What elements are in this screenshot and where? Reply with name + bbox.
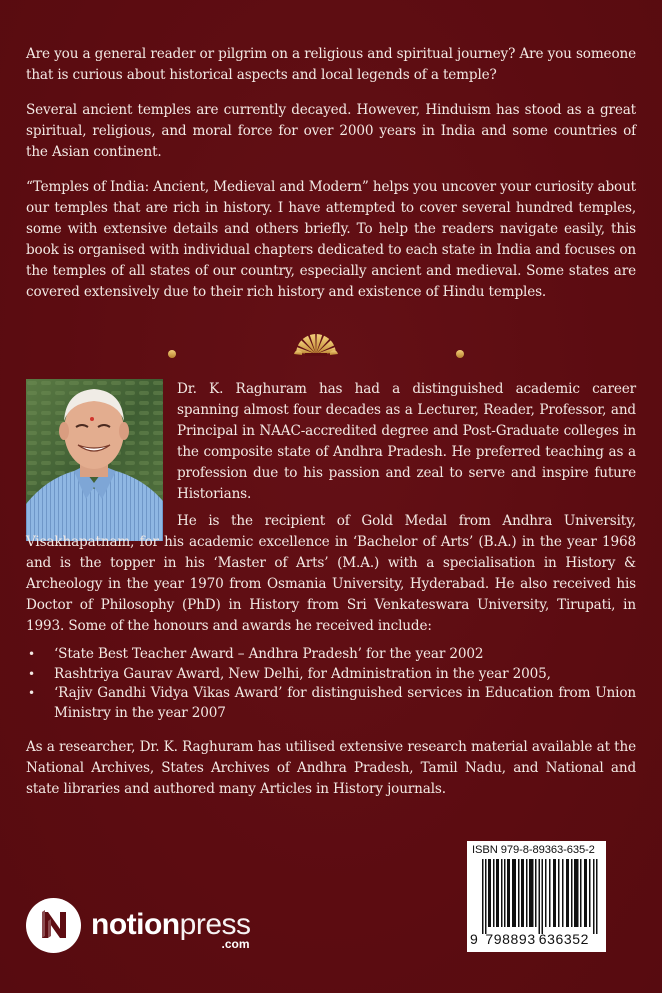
photo-indent-spacer <box>26 524 177 525</box>
isbn-barcode <box>467 841 606 952</box>
barcode-bars-icon <box>482 859 598 934</box>
bullet-icon: • <box>28 686 35 700</box>
publisher-wordmark <box>91 908 251 951</box>
author-bio-paragraph-2 <box>26 511 636 637</box>
author-bio-paragraph-2-text: He is the recipient of Gold Medal from Andhra University, Visakhapatnam, for his academic excellence in ‘Bachelor of Arts’ (B.A.) in the year 1968 and is the topper in his ‘Master of Arts’ (M.A.) with a specialisation in History & Archeology in the year 1970 from Osmania University, Hyderabad. He also received his Doctor of Philosophy (PhD) in History from Sri Venkateswara University, Tirupati, in 1993. Some of the honours and awards he received include: <box>26 513 636 634</box>
award-text: Rashtriya Gaurav Award, New Delhi, for Administration in the year 2005, <box>54 665 551 682</box>
author-bio-paragraph-1: Dr. K. Raghuram has had a distinguished academic career spanning almost four decades as a Lecturer, Reader, Professor, and Principal in NAAC-accredited degree and Post-Graduate colleges in the composite state of Andhra Pradesh. He preferred teaching as a profession due to his passion and zeal to serve and inspire future Historians. <box>177 381 636 502</box>
ean-digits <box>470 931 589 947</box>
award-text: ‘Rajiv Gandhi Vidya Vikas Award’ for distinguished services in Education from Union Ministry in the year 2007 <box>54 685 636 721</box>
ean-group-2: 636352 <box>538 931 590 947</box>
publisher-logo <box>26 897 251 953</box>
blurb-paragraph-2: Several ancient temples are currently decayed. However, Hinduism has stood as a great spiritual, religious, and moral force for over 2000 years in India and some countries of the Asian continent. <box>26 102 636 160</box>
bullet-icon: • <box>28 666 35 681</box>
publisher-name-bold: notion <box>91 908 180 941</box>
award-item <box>26 645 636 665</box>
award-item <box>26 684 636 723</box>
blurb-paragraph-3: “Temples of India: Ancient, Medieval and Modern” helps you uncover your curiosity about our temples that are rich in history. I have attempted to cover several hundred temples, some with extensive details and others briefly. To help the readers navigate easily, this book is organised with individual chapters dedicated to each state in India and focuses on the temples of all states of our country, especially ancient and medieval. Some states are covered extensively due to their rich history and existence of Hindu temples. <box>26 179 636 300</box>
publisher-domain: .com <box>221 937 250 951</box>
bullet-icon: • <box>28 647 35 661</box>
awards-list <box>26 645 636 723</box>
ean-lead-digit: 9 <box>470 931 479 947</box>
isbn-label: ISBN 979-8-89363-635-2 <box>472 844 595 856</box>
award-item <box>26 665 636 685</box>
blurb-paragraph-1: Are you a general reader or pilgrim on a religious and spiritual journey? Are you someone that is curious about historical aspects and local legends of a temple? <box>26 46 636 83</box>
ornamental-divider <box>166 331 466 361</box>
publisher-name-light: press <box>179 908 251 941</box>
notionpress-n-icon <box>26 898 81 953</box>
sunburst-ornament-icon <box>166 331 466 361</box>
award-text: ‘State Best Teacher Award – Andhra Pradesh’ for the year 2002 <box>54 646 484 662</box>
ean-group-1: 798893 <box>485 931 536 947</box>
author-bio-paragraph-3: As a researcher, Dr. K. Raghuram has utilised extensive research material available at the National Archives, States Archives of Andhra Pradesh, Tamil Nadu, and National and state libraries and authored many Articles in History journals. <box>26 739 636 797</box>
